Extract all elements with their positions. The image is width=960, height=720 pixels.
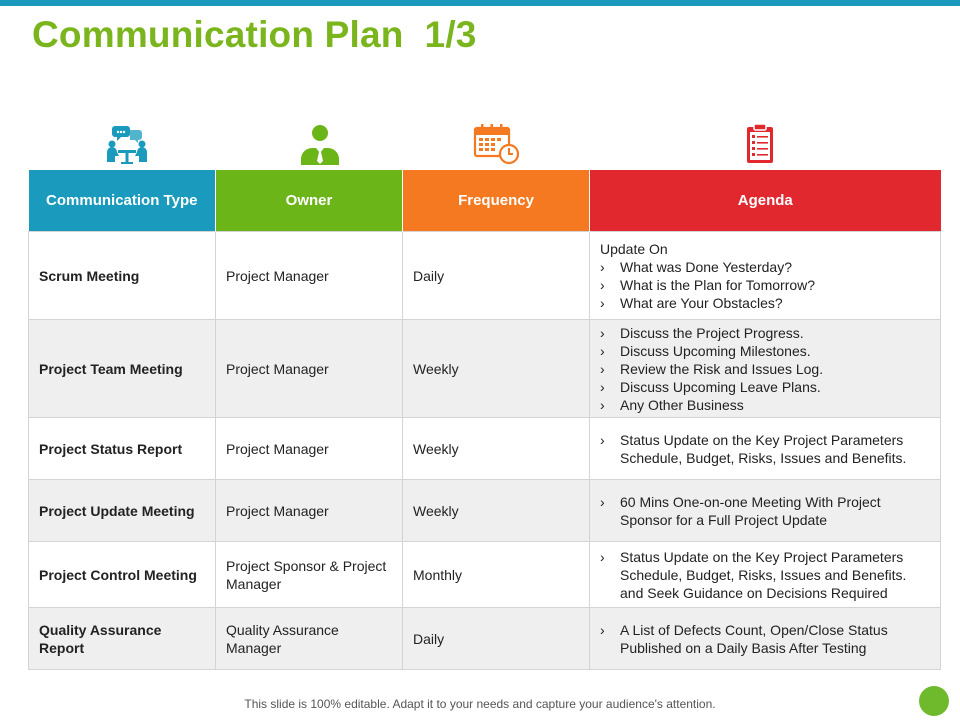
agenda-item [600,396,930,414]
header-agenda: Agenda [590,170,941,232]
businessman-icon [296,122,344,166]
frequency-cell: Weekly [403,320,590,418]
communication-type-cell: Scrum Meeting [29,232,216,320]
table-row [29,232,941,320]
owner-cell: Project Sponsor & Project Manager [216,542,403,608]
agenda-item [600,431,930,467]
chevron-right-icon: › [600,548,605,565]
footer-note: This slide is 100% editable. Adapt it to your needs and capture your audience's attention. [244,697,716,711]
chevron-right-icon: › [600,294,605,311]
header-owner: Owner [216,170,403,232]
agenda-cell [590,320,941,418]
agenda-item-text: Any Other Business [620,396,744,413]
agenda-item [600,493,930,529]
clipboard-icon [737,122,785,166]
agenda-cell [590,232,941,320]
frequency-cell: Weekly [403,418,590,480]
owner-cell: Project Manager [216,480,403,542]
table-row [29,608,941,670]
owner-cell: Project Manager [216,418,403,480]
agenda-item [600,240,930,258]
agenda-item-text: Status Update on the Key Project Parameters Schedule, Budget, Risks, Issues and Benefits. [620,431,907,466]
agenda-cell [590,418,941,480]
communication-type-cell: Project Update Meeting [29,480,216,542]
green-dot-decoration [919,686,949,716]
agenda-item [600,378,930,396]
communication-type-cell: Project Team Meeting [29,320,216,418]
chevron-right-icon: › [600,360,605,377]
chevron-right-icon: › [600,396,605,413]
table-row [29,320,941,418]
chevron-right-icon: › [600,621,605,638]
agenda-item-text: What was Done Yesterday? [620,258,792,275]
communication-plan-table [28,170,941,670]
chevron-right-icon: › [600,324,605,341]
agenda-item-text: What are Your Obstacles? [620,294,783,311]
chevron-right-icon: › [600,258,605,275]
header-communication-type: Communication Type [29,170,216,232]
meeting-people-icon [103,122,151,166]
agenda-cell [590,608,941,670]
chevron-right-icon: › [600,431,605,448]
owner-cell: Project Manager [216,232,403,320]
frequency-cell: Monthly [403,542,590,608]
communication-type-cell: Project Status Report [29,418,216,480]
agenda-item [600,276,930,294]
header-frequency: Frequency [403,170,590,232]
table-row [29,480,941,542]
agenda-item [600,324,930,342]
agenda-item-text: Review the Risk and Issues Log. [620,360,824,377]
chevron-right-icon: › [600,378,605,395]
table-row [29,542,941,608]
page-title: Communication Plan 1/3 [32,14,477,55]
agenda-item-text: 60 Mins One-on-one Meeting With Project Sponsor for a Full Project Update [620,493,881,528]
agenda-cell [590,542,941,608]
agenda-item-text: A List of Defects Count, Open/Close Status Published on a Daily Basis After Testing [620,621,888,656]
owner-cell: Quality Assurance Manager [216,608,403,670]
owner-cell: Project Manager [216,320,403,418]
agenda-item-text: Discuss the Project Progress. [620,324,804,341]
agenda-item-text: Status Update on the Key Project Parameters Schedule, Budget, Risks, Issues and Benefits. and Seek Guidance on Decisions Required [620,548,907,601]
agenda-item [600,258,930,276]
communication-type-cell: Quality Assurance Report [29,608,216,670]
agenda-item-text: Discuss Upcoming Leave Plans. [620,378,821,395]
chevron-right-icon: › [600,342,605,359]
agenda-item-text: Discuss Upcoming Milestones. [620,342,811,359]
frequency-cell: Daily [403,232,590,320]
table-row [29,418,941,480]
frequency-cell: Daily [403,608,590,670]
agenda-item [600,294,930,312]
agenda-item [600,360,930,378]
chevron-right-icon: › [600,493,605,510]
frequency-cell: Weekly [403,480,590,542]
agenda-item [600,548,930,602]
calendar-clock-icon [472,122,520,166]
agenda-item-text: What is the Plan for Tomorrow? [620,276,816,293]
agenda-cell [590,480,941,542]
agenda-item-text: Update On [600,240,668,257]
top-accent-bar [0,0,960,6]
agenda-item [600,342,930,360]
communication-type-cell: Project Control Meeting [29,542,216,608]
agenda-item [600,621,930,657]
chevron-right-icon: › [600,276,605,293]
